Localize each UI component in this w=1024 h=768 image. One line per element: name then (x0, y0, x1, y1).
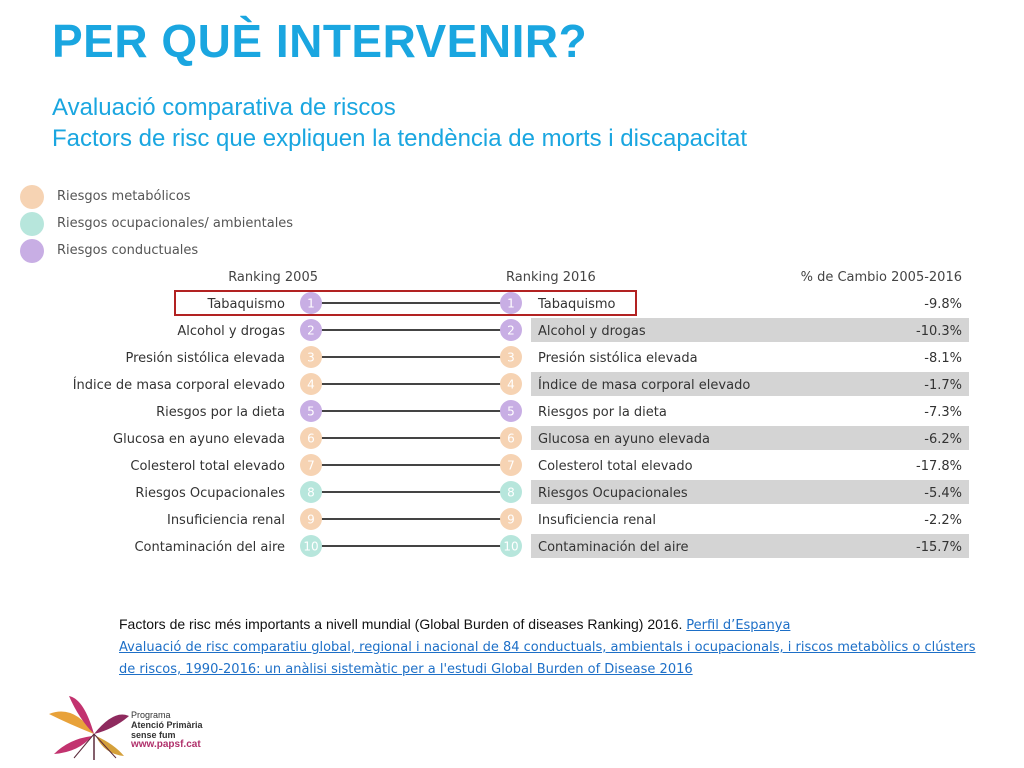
logo-text (131, 710, 203, 750)
legend (20, 183, 293, 264)
factor-2016-label: Índice de masa corporal elevado (538, 378, 751, 393)
legend-item-metabolic (20, 183, 293, 210)
change-value-label: -17.8% (916, 459, 962, 474)
change-value-label: -8.1% (924, 351, 962, 366)
rank-2005-number: 6 (307, 431, 315, 446)
legend-label-metabolic: Riesgos metabólicos (57, 189, 191, 204)
factor-2016-label: Colesterol total elevado (538, 459, 693, 474)
rank-2016-number: 8 (507, 485, 515, 500)
logo-url: www.papsf.cat (131, 739, 201, 750)
page-title: PER QUÈ INTERVENIR? (52, 15, 588, 67)
factor-2016-label: Insuficiencia renal (538, 513, 657, 528)
factor-2005-label: Índice de masa corporal elevado (72, 378, 285, 393)
factor-2005-label: Contaminación del aire (134, 540, 285, 555)
rank-2005-number: 7 (307, 458, 315, 473)
rank-2005-number: 9 (307, 512, 315, 527)
rank-2016-number: 6 (507, 431, 515, 446)
change-value-label: -15.7% (916, 540, 962, 555)
change-value-label: -6.2% (924, 432, 962, 447)
rank-2016-number: 2 (507, 323, 515, 338)
rank-2005-number: 5 (307, 404, 315, 419)
factor-2005-label: Riesgos Ocupacionales (135, 486, 285, 501)
factor-2016-label: Glucosa en ayuno elevada (538, 432, 710, 447)
logo-line-2: Atenció Primària (131, 720, 203, 730)
rank-2005-number: 1 (307, 296, 315, 311)
rank-2016-number: 4 (507, 377, 515, 392)
logo-line-3: sense fum (131, 730, 176, 740)
header-change: % de Cambio 2005-2016 (800, 270, 962, 285)
change-value-label: -5.4% (924, 486, 962, 501)
subtitle-line-2: Factors de risc que expliquen la tendència de morts i discapacitat (52, 125, 748, 152)
header-ranking-2016: Ranking 2016 (506, 270, 596, 285)
factor-2005-label: Tabaquismo (207, 297, 285, 312)
rank-2016-number: 1 (507, 296, 515, 311)
change-value-label: -7.3% (924, 405, 962, 420)
rank-2016-number: 7 (507, 458, 515, 473)
factor-2005-label: Alcohol y drogas (177, 324, 285, 339)
legend-item-environmental (20, 210, 293, 237)
factor-2005-label: Insuficiencia renal (166, 513, 285, 528)
legend-item-behavioral (20, 237, 293, 264)
ranking-chart (0, 262, 1000, 562)
perfil-espanya-link[interactable]: Perfil d’Espanya (686, 618, 791, 633)
logo-line-1: Programa (131, 710, 171, 720)
legend-dot-metabolic (20, 185, 44, 209)
factor-2005-label: Riesgos por la dieta (156, 405, 285, 420)
rank-2016-number: 3 (507, 350, 515, 365)
subtitle-line-1: Avaluació comparativa de riscos (52, 94, 396, 121)
rank-2016-number: 9 (507, 512, 515, 527)
subtitle (52, 92, 747, 154)
rank-2005-number: 10 (303, 539, 319, 554)
caption-text: Factors de risc més importants a nivell mundial (Global Burden of diseases Ranking) 2016. (119, 616, 683, 632)
factor-2016-label: Riesgos por la dieta (538, 405, 667, 420)
factor-2016-label: Alcohol y drogas (538, 324, 646, 339)
factor-2016-label: Presión sistólica elevada (538, 351, 698, 366)
header-ranking-2005: Ranking 2005 (228, 270, 318, 285)
rank-2005-number: 8 (307, 485, 315, 500)
rank-2005-number: 3 (307, 350, 315, 365)
change-value-label: -1.7% (924, 378, 962, 393)
change-value-label: -9.8% (924, 297, 962, 312)
legend-dot-behavioral (20, 239, 44, 263)
rank-2016-number: 10 (503, 539, 519, 554)
legend-dot-environmental (20, 212, 44, 236)
legend-label-environmental: Riesgos ocupacionales/ ambientales (57, 216, 294, 231)
gbd-study-link[interactable]: Avaluació de risc comparatiu global, regional i nacional de 84 conductuals, ambientals i ocupacionals, i riscos metabòlics o clústers de riscos, 1990-2016: un anàlisi sistemàtic per a l'estudi Global Burden of Disease 2016 (119, 640, 976, 677)
rank-2005-number: 2 (307, 323, 315, 338)
rank-2005-number: 4 (307, 377, 315, 392)
change-value-label: -10.3% (916, 324, 962, 339)
change-value-label: -2.2% (924, 513, 962, 528)
rank-2016-number: 5 (507, 404, 515, 419)
legend-label-behavioral: Riesgos conductuales (57, 243, 199, 258)
caption (119, 614, 979, 680)
factor-2005-label: Glucosa en ayuno elevada (113, 432, 285, 447)
factor-2016-label: Contaminación del aire (538, 540, 689, 555)
factor-2016-label: Riesgos Ocupacionales (538, 486, 688, 501)
factor-2016-label: Tabaquismo (538, 297, 616, 312)
factor-2005-label: Colesterol total elevado (130, 459, 285, 474)
factor-2005-label: Presión sistólica elevada (125, 351, 285, 366)
